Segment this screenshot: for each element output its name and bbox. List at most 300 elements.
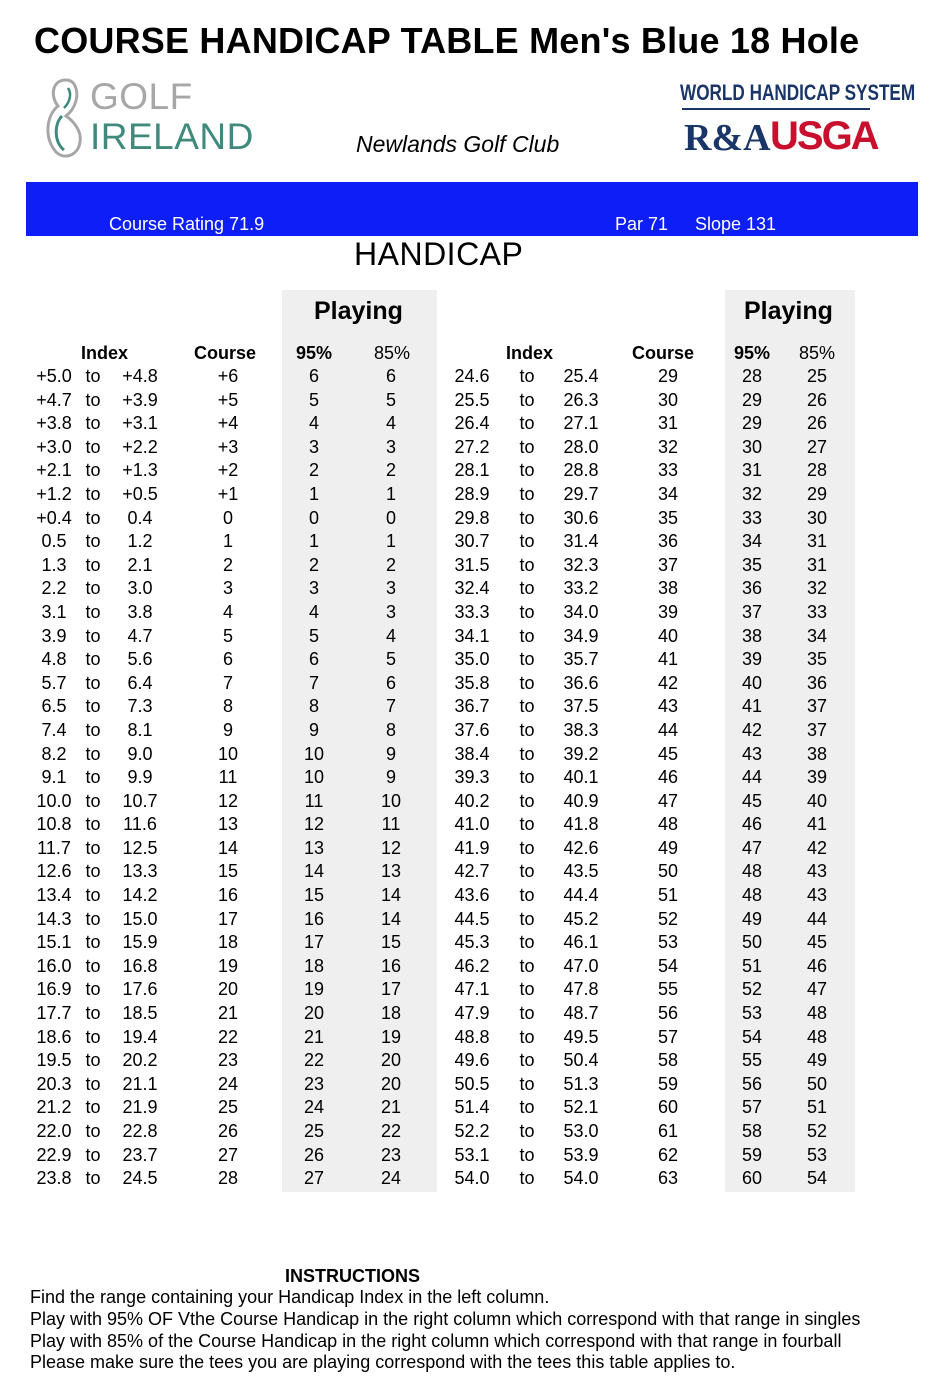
right-playing-95-cell: 32 xyxy=(741,483,763,504)
left-playing-85-cell: 16 xyxy=(380,955,402,976)
right-95-header: 95% xyxy=(734,343,771,363)
right-index-to-cell: 51.3 xyxy=(563,1073,599,1094)
left-course-handicap-cell: 24 xyxy=(217,1073,239,1094)
left-course-handicap-cell: +1 xyxy=(217,483,239,504)
left-playing-95-cell: 23 xyxy=(303,1073,325,1094)
left-playing-95-cell: 10 xyxy=(303,743,325,764)
left-playing-95-cell: 2 xyxy=(308,460,320,481)
left-playing-95-cell: 8 xyxy=(308,696,320,717)
left-playing-95-cell: 2 xyxy=(308,554,320,575)
left-index-from-cell: 2.2 xyxy=(41,578,67,599)
left-index-from-cell: 10.0 xyxy=(36,790,72,811)
left-course-handicap-cell: 13 xyxy=(217,814,239,835)
left-index-to-cell: 21.9 xyxy=(122,1097,158,1118)
instruction-line: Please make sure the tees you are playing correspond with the tees this table applies to. xyxy=(30,1352,736,1372)
page-title: COURSE HANDICAP TABLE Men's Blue 18 Hole xyxy=(34,20,860,61)
left-index-to-word-cell: to xyxy=(85,837,101,858)
golf-ireland-logo-line1: GOLF xyxy=(90,76,193,117)
left-index-to-cell: 10.7 xyxy=(122,790,158,811)
table-row xyxy=(0,483,940,507)
table-row xyxy=(0,625,940,649)
whs-logo-divider xyxy=(682,108,870,110)
right-index-from-cell: 52.2 xyxy=(454,1121,490,1141)
table-row xyxy=(0,790,940,814)
right-index-to-cell: 25.4 xyxy=(563,366,599,386)
right-playing-85-cell: 50 xyxy=(806,1073,828,1094)
left-playing-95-cell: 12 xyxy=(303,814,325,835)
golf-ireland-logo-line2: IRELAND xyxy=(90,116,254,157)
left-index-to-cell: 6.4 xyxy=(127,672,153,693)
left-playing-85-cell: 20 xyxy=(380,1050,402,1071)
right-playing-95-cell: 39 xyxy=(741,649,763,670)
left-playing-85-cell: 13 xyxy=(380,861,402,882)
left-course-handicap-cell: +5 xyxy=(217,389,239,410)
right-index-to-word-cell: to xyxy=(519,1144,535,1165)
left-course-handicap-cell: +4 xyxy=(217,413,239,434)
left-index-from-cell: 10.8 xyxy=(36,814,72,835)
left-playing-95-cell: 3 xyxy=(308,578,320,599)
right-playing-95-cell: 28 xyxy=(741,366,763,386)
left-playing-85-cell: 9 xyxy=(385,767,397,788)
right-index-to-cell: 54.0 xyxy=(563,1168,599,1189)
right-index-to-word-cell: to xyxy=(519,649,535,670)
table-row xyxy=(0,577,940,601)
left-course-handicap-cell: 6 xyxy=(222,649,234,670)
right-index-to-cell: 40.9 xyxy=(563,790,599,811)
left-index-to-cell: 15.9 xyxy=(122,932,158,953)
right-playing-85-cell: 31 xyxy=(806,531,828,552)
left-index-to-word-cell: to xyxy=(85,1026,101,1047)
left-playing-95-cell: 18 xyxy=(303,955,325,976)
right-playing-85-cell: 43 xyxy=(806,885,828,906)
left-playing-95-cell: 6 xyxy=(308,649,320,670)
left-playing-95-cell: 16 xyxy=(303,908,325,929)
club-name: Newlands Golf Club xyxy=(356,131,560,157)
left-index-from-cell: 1.3 xyxy=(41,554,67,575)
left-index-to-cell: +4.8 xyxy=(122,366,158,386)
left-index-to-cell: 17.6 xyxy=(122,979,158,1000)
left-course-handicap-cell: 19 xyxy=(217,955,239,976)
right-index-from-cell: 40.2 xyxy=(454,790,490,811)
right-index-to-word-cell: to xyxy=(519,932,535,953)
instruction-line: Play with 95% OF Vthe Course Handicap in the right column which correspond with that range in singles xyxy=(30,1309,861,1329)
left-index-to-cell: +3.9 xyxy=(122,389,158,410)
right-index-to-word-cell: to xyxy=(519,554,535,575)
left-index-to-word-cell: to xyxy=(85,696,101,717)
left-course-handicap-cell: +6 xyxy=(217,366,239,386)
right-index-to-word-cell: to xyxy=(519,460,535,481)
left-course-handicap-cell: 2 xyxy=(222,554,234,575)
left-playing-95-cell: 10 xyxy=(303,767,325,788)
left-playing-95-cell: 15 xyxy=(303,885,325,906)
table-row xyxy=(0,1167,940,1191)
table-row xyxy=(0,1002,940,1026)
left-playing-95-cell: 5 xyxy=(308,625,320,646)
left-course-header: Course xyxy=(194,343,257,363)
right-course-handicap-cell: 53 xyxy=(657,932,679,953)
right-playing-85-cell: 39 xyxy=(806,767,828,788)
left-playing-label: Playing xyxy=(314,297,403,325)
table-row xyxy=(0,365,940,389)
left-index-to-cell: +3.1 xyxy=(122,413,158,434)
left-playing-85-cell: 4 xyxy=(385,413,397,434)
table-row xyxy=(0,695,940,719)
left-playing-85-cell: 17 xyxy=(380,979,402,1000)
right-course-handicap-cell: 61 xyxy=(657,1121,679,1141)
slope: Slope 131 xyxy=(695,214,777,234)
right-playing-95-cell: 31 xyxy=(741,460,763,481)
right-course-handicap-cell: 39 xyxy=(657,601,679,622)
left-index-to-word-cell: to xyxy=(85,554,101,575)
right-index-from-cell: 53.1 xyxy=(454,1144,490,1165)
left-playing-85-cell: 8 xyxy=(385,719,397,740)
left-playing-85-cell: 2 xyxy=(385,554,397,575)
left-index-from-cell: +2.1 xyxy=(36,460,72,481)
right-playing-95-cell: 53 xyxy=(741,1003,763,1024)
right-playing-95-cell: 29 xyxy=(741,389,763,410)
left-playing-95-cell: 9 xyxy=(308,719,320,740)
whs-logo-text: WORLD HANDICAP SYSTEM xyxy=(680,80,916,105)
left-index-from-cell: 0.5 xyxy=(41,531,67,552)
right-index-to-word-cell: to xyxy=(519,389,535,410)
right-index-to-word-cell: to xyxy=(519,743,535,764)
left-playing-95-cell: 6 xyxy=(308,366,320,386)
left-index-from-cell: 3.9 xyxy=(41,625,67,646)
left-playing-85-cell: 24 xyxy=(380,1168,402,1189)
left-course-handicap-cell: +3 xyxy=(217,436,239,457)
right-course-handicap-cell: 59 xyxy=(657,1073,679,1094)
left-index-to-cell: +2.2 xyxy=(122,436,158,457)
left-course-handicap-cell: 17 xyxy=(217,908,239,929)
right-course-handicap-cell: 47 xyxy=(657,790,679,811)
right-course-handicap-cell: 46 xyxy=(657,767,679,788)
left-playing-85-cell: 9 xyxy=(385,743,397,764)
left-playing-95-cell: 13 xyxy=(303,837,325,858)
left-index-to-word-cell: to xyxy=(85,1168,101,1189)
right-index-to-word-cell: to xyxy=(519,767,535,788)
right-course-handicap-cell: 35 xyxy=(657,507,679,528)
left-index-from-cell: +3.0 xyxy=(36,436,72,457)
left-index-from-cell: 23.8 xyxy=(36,1168,72,1189)
left-85-header: 85% xyxy=(374,343,411,363)
right-playing-85-cell: 47 xyxy=(806,979,828,1000)
right-course-handicap-cell: 32 xyxy=(657,436,679,457)
right-playing-85-cell: 37 xyxy=(806,696,828,717)
right-index-to-cell: 47.8 xyxy=(563,979,599,1000)
left-playing-85-cell: 1 xyxy=(385,483,397,504)
left-index-to-word-cell: to xyxy=(85,531,101,552)
table-row xyxy=(0,766,940,790)
right-index-to-cell: 47.0 xyxy=(563,955,599,976)
left-index-to-word-cell: to xyxy=(85,743,101,764)
right-playing-95-cell: 54 xyxy=(741,1026,763,1047)
left-index-header: Index xyxy=(81,343,129,363)
left-index-to-cell: 9.9 xyxy=(127,767,153,788)
right-playing-95-cell: 51 xyxy=(741,955,763,976)
left-playing-95-cell: 19 xyxy=(303,979,325,1000)
left-index-to-word-cell: to xyxy=(85,719,101,740)
right-playing-85-cell: 25 xyxy=(806,366,828,386)
table-row xyxy=(0,908,940,932)
left-playing-95-cell: 3 xyxy=(308,436,320,457)
right-playing-85-cell: 36 xyxy=(806,672,828,693)
right-playing-95-cell: 36 xyxy=(741,578,763,599)
right-playing-95-cell: 40 xyxy=(741,672,763,693)
right-index-to-word-cell: to xyxy=(519,955,535,976)
right-index-to-cell: 28.8 xyxy=(563,460,599,481)
left-playing-85-cell: 21 xyxy=(380,1097,402,1118)
right-playing-95-cell: 43 xyxy=(741,743,763,764)
right-playing-85-cell: 32 xyxy=(806,578,828,599)
right-playing-95-cell: 42 xyxy=(741,719,763,740)
right-playing-95-cell: 34 xyxy=(741,531,763,552)
right-index-to-cell: 50.4 xyxy=(563,1050,599,1071)
right-playing-85-cell: 38 xyxy=(806,743,828,764)
table-row xyxy=(0,860,940,884)
left-playing-85-cell: 5 xyxy=(385,649,397,670)
left-index-to-word-cell: to xyxy=(85,1144,101,1165)
right-index-to-cell: 31.4 xyxy=(563,531,599,552)
right-index-to-word-cell: to xyxy=(519,790,535,811)
left-playing-85-cell: 18 xyxy=(380,1003,402,1024)
right-index-from-cell: 48.8 xyxy=(454,1026,490,1047)
left-playing-85-cell: 22 xyxy=(380,1121,402,1141)
left-index-from-cell: 13.4 xyxy=(36,885,72,906)
left-playing-85-cell: 19 xyxy=(380,1026,402,1047)
left-index-to-word-cell: to xyxy=(85,1050,101,1071)
right-index-to-word-cell: to xyxy=(519,578,535,599)
left-index-to-cell: 15.0 xyxy=(122,908,158,929)
right-index-to-cell: 42.6 xyxy=(563,837,599,858)
right-index-to-cell: 43.5 xyxy=(563,861,599,882)
right-playing-85-cell: 28 xyxy=(806,460,828,481)
table-row xyxy=(0,554,940,578)
right-index-from-cell: 46.2 xyxy=(454,955,490,976)
right-index-to-word-cell: to xyxy=(519,366,535,386)
left-index-to-word-cell: to xyxy=(85,483,101,504)
left-playing-95-cell: 22 xyxy=(303,1050,325,1071)
right-index-to-cell: 39.2 xyxy=(563,743,599,764)
table-row xyxy=(0,1073,940,1097)
right-playing-95-cell: 46 xyxy=(741,814,763,835)
right-playing-95-cell: 48 xyxy=(741,885,763,906)
right-index-from-cell: 31.5 xyxy=(454,554,490,575)
right-index-to-word-cell: to xyxy=(519,531,535,552)
left-index-to-cell: 24.5 xyxy=(122,1168,158,1189)
right-playing-95-cell: 59 xyxy=(741,1144,763,1165)
right-index-to-cell: 41.8 xyxy=(563,814,599,835)
left-index-from-cell: +0.4 xyxy=(36,507,72,528)
left-index-to-cell: +1.3 xyxy=(122,460,158,481)
right-playing-label: Playing xyxy=(744,297,833,325)
left-index-to-word-cell: to xyxy=(85,861,101,882)
right-course-handicap-cell: 38 xyxy=(657,578,679,599)
left-index-from-cell: 15.1 xyxy=(36,932,72,953)
table-row xyxy=(0,884,940,908)
left-index-to-cell: 3.0 xyxy=(127,578,153,599)
right-course-handicap-cell: 54 xyxy=(657,955,679,976)
right-playing-95-cell: 49 xyxy=(741,908,763,929)
right-index-to-word-cell: to xyxy=(519,436,535,457)
right-course-handicap-cell: 55 xyxy=(657,979,679,1000)
right-playing-95-cell: 50 xyxy=(741,932,763,953)
right-index-header: Index xyxy=(506,343,554,363)
table-row xyxy=(0,530,940,554)
table-row xyxy=(0,1144,940,1168)
right-playing-85-cell: 30 xyxy=(806,507,828,528)
left-playing-95-cell: 26 xyxy=(303,1144,325,1165)
right-playing-85-cell: 31 xyxy=(806,554,828,575)
course-rating: Course Rating 71.9 xyxy=(109,214,265,234)
golf-ireland-emblem-icon xyxy=(42,76,88,160)
right-course-handicap-cell: 50 xyxy=(657,861,679,882)
left-index-to-word-cell: to xyxy=(85,1097,101,1118)
left-index-to-cell: 19.4 xyxy=(122,1026,158,1047)
right-index-from-cell: 26.4 xyxy=(454,413,490,434)
right-playing-85-cell: 44 xyxy=(806,908,828,929)
right-playing-95-cell: 55 xyxy=(741,1050,763,1071)
left-index-to-word-cell: to xyxy=(85,672,101,693)
left-index-to-cell: 0.4 xyxy=(127,507,153,528)
right-playing-95-cell: 57 xyxy=(741,1097,763,1118)
left-playing-95-cell: 27 xyxy=(303,1168,325,1189)
left-playing-85-cell: 6 xyxy=(385,366,397,386)
right-index-to-cell: 40.1 xyxy=(563,767,599,788)
table-row xyxy=(0,978,940,1002)
left-course-handicap-cell: 3 xyxy=(222,578,234,599)
left-playing-95-cell: 1 xyxy=(308,531,320,552)
left-course-handicap-cell: 7 xyxy=(222,672,234,693)
left-playing-85-cell: 7 xyxy=(385,696,397,717)
left-playing-85-cell: 14 xyxy=(380,885,402,906)
left-playing-85-cell: 14 xyxy=(380,908,402,929)
left-index-to-word-cell: to xyxy=(85,932,101,953)
left-index-to-word-cell: to xyxy=(85,1073,101,1094)
table-row xyxy=(0,601,940,625)
left-playing-95-cell: 21 xyxy=(303,1026,325,1047)
left-index-to-word-cell: to xyxy=(85,366,101,386)
right-index-from-cell: 29.8 xyxy=(454,507,490,528)
par: Par 71 xyxy=(615,214,669,234)
handicap-table xyxy=(0,365,940,1191)
right-index-to-word-cell: to xyxy=(519,625,535,646)
left-index-to-cell: 7.3 xyxy=(127,696,153,717)
right-playing-85-cell: 35 xyxy=(806,649,828,670)
left-index-to-cell: 18.5 xyxy=(122,1003,158,1024)
left-index-to-word-cell: to xyxy=(85,979,101,1000)
left-playing-85-cell: 15 xyxy=(380,932,402,953)
right-index-from-cell: 24.6 xyxy=(454,366,490,386)
right-course-handicap-cell: 43 xyxy=(657,696,679,717)
right-index-from-cell: 49.6 xyxy=(454,1050,490,1071)
right-course-handicap-cell: 29 xyxy=(657,366,679,386)
right-index-to-cell: 46.1 xyxy=(563,932,599,953)
left-playing-85-cell: 11 xyxy=(381,814,401,835)
right-index-to-word-cell: to xyxy=(519,1168,535,1189)
right-course-handicap-cell: 34 xyxy=(657,483,679,504)
left-playing-95-cell: 14 xyxy=(303,861,325,882)
right-85-header: 85% xyxy=(799,343,836,363)
left-index-to-cell: 20.2 xyxy=(122,1050,158,1071)
right-index-to-word-cell: to xyxy=(519,837,535,858)
left-course-handicap-cell: 12 xyxy=(217,790,239,811)
right-playing-85-cell: 45 xyxy=(806,932,828,953)
course-info-banner xyxy=(26,182,918,236)
right-index-to-cell: 44.4 xyxy=(563,885,599,906)
table-row xyxy=(0,1096,940,1120)
right-index-from-cell: 42.7 xyxy=(454,861,490,882)
left-playing-95-cell: 4 xyxy=(308,413,320,434)
right-course-header: Course xyxy=(632,343,695,363)
table-row xyxy=(0,1026,940,1050)
right-course-handicap-cell: 37 xyxy=(657,554,679,575)
right-course-handicap-cell: 42 xyxy=(657,672,679,693)
table-row xyxy=(0,837,940,861)
left-index-from-cell: 16.9 xyxy=(36,979,72,1000)
right-playing-95-cell: 30 xyxy=(741,436,763,457)
right-index-from-cell: 45.3 xyxy=(454,932,490,953)
right-index-from-cell: 47.9 xyxy=(454,1003,490,1024)
right-index-from-cell: 41.0 xyxy=(454,814,490,835)
right-index-to-cell: 52.1 xyxy=(563,1097,599,1118)
right-playing-95-cell: 48 xyxy=(741,861,763,882)
table-row xyxy=(0,743,940,767)
table-row xyxy=(0,1049,940,1073)
right-playing-95-cell: 44 xyxy=(741,767,763,788)
left-index-to-cell: 5.6 xyxy=(127,649,153,670)
right-index-to-cell: 36.6 xyxy=(563,672,599,693)
right-index-from-cell: 51.4 xyxy=(454,1097,490,1118)
right-course-handicap-cell: 36 xyxy=(657,531,679,552)
right-index-to-word-cell: to xyxy=(519,601,535,622)
left-index-to-cell: 12.5 xyxy=(122,837,158,858)
right-index-to-cell: 49.5 xyxy=(563,1026,599,1047)
right-index-from-cell: 37.6 xyxy=(454,719,490,740)
left-playing-85-cell: 1 xyxy=(385,531,397,552)
table-row xyxy=(0,648,940,672)
right-index-to-cell: 53.0 xyxy=(563,1121,599,1141)
left-course-handicap-cell: 5 xyxy=(222,625,234,646)
left-index-from-cell: 14.3 xyxy=(36,908,72,929)
left-course-handicap-cell: 4 xyxy=(222,601,234,622)
left-index-from-cell: 7.4 xyxy=(41,719,67,740)
left-playing-95-cell: 1 xyxy=(308,483,320,504)
left-index-to-cell: +0.5 xyxy=(122,483,158,504)
right-index-to-cell: 38.3 xyxy=(563,719,599,740)
right-index-from-cell: 34.1 xyxy=(454,625,490,646)
right-index-to-word-cell: to xyxy=(519,719,535,740)
left-playing-95-cell: 4 xyxy=(308,601,320,622)
right-index-from-cell: 47.1 xyxy=(454,979,490,1000)
left-course-handicap-cell: 15 xyxy=(217,861,239,882)
right-playing-85-cell: 52 xyxy=(806,1121,828,1141)
right-playing-85-cell: 48 xyxy=(806,1003,828,1024)
left-index-to-word-cell: to xyxy=(85,413,101,434)
right-playing-95-cell: 38 xyxy=(741,625,763,646)
left-index-to-word-cell: to xyxy=(85,1121,101,1141)
left-playing-85-cell: 12 xyxy=(380,837,402,858)
table-row xyxy=(0,436,940,460)
right-index-to-cell: 34.9 xyxy=(563,625,599,646)
right-index-to-word-cell: to xyxy=(519,1026,535,1047)
left-index-to-cell: 3.8 xyxy=(127,601,153,622)
right-index-to-word-cell: to xyxy=(519,1050,535,1071)
right-index-to-word-cell: to xyxy=(519,413,535,434)
left-index-to-cell: 13.3 xyxy=(122,861,158,882)
right-course-handicap-cell: 51 xyxy=(657,885,679,906)
right-course-handicap-cell: 63 xyxy=(657,1168,679,1189)
left-index-from-cell: 6.5 xyxy=(41,696,67,717)
